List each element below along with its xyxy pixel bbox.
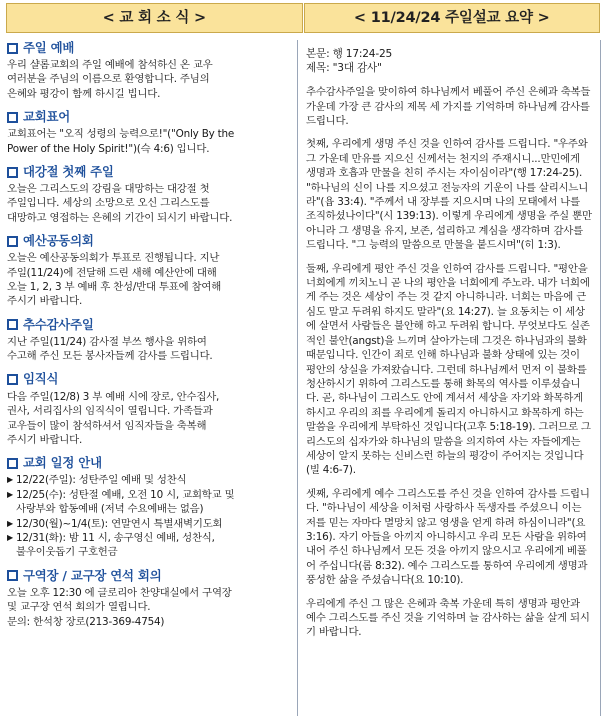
- news-section-budget: [7, 233, 292, 309]
- triangle-bullet-icon: ▶: [7, 489, 13, 499]
- bulletin-header: [6, 3, 600, 33]
- sermon-paragraph: 첫째, 우리에게 생명 주신 것을 인하여 감사를 드립니다. "우주와 그 가운데 만유를 지으신 신께서는 천지의 주재시니...만민에게 생명과 호흡과 만물을 친히 주시는 자이심이라"(행 17:24-25). "하나님의 신이 나를 지으셨고 전능자의 기운이 나를 살리시느니라"(욥 33:4). "주께서 내 장부를 지으시며 나의 모태에서 나를 조직하셨나이다"(시 139:13). 이렇게 우리에게 생명을 주실 뿐만 아니라 그 생명을 유지, 보존, 섭리하고 계심을 생각하며 감사를 드립니다. "그 능력의 말씀으로 만물을 붙드시며"(히 1:3).: [306, 138, 592, 252]
- section-title: 예산공동의회: [7, 233, 292, 249]
- square-bullet-icon: [7, 167, 18, 178]
- section-title: 교회 일정 안내: [7, 455, 292, 471]
- section-title: 임직식: [7, 372, 292, 388]
- sermon-paragraph: 추수감사주일을 맞이하여 하나님께서 베풀어 주신 은혜과 축복들 가운데 가장 큰 감사의 제목 세 가지를 기억하며 하나님께 감사를 드립니다.: [306, 86, 591, 127]
- section-body: 오늘 오후 12:30 에 글로리아 찬양대실에서 구역장 및 교구장 연석 회의가 열립니다. 문의: 한석창 장로(213-369-4754): [7, 586, 232, 628]
- section-body: 지난 주일(11/24) 감사절 부쓰 행사을 위하여 수고해 주신 모든 봉사자들께 감사를 드립니다.: [7, 335, 213, 363]
- sermon-scripture: 본문: 행 17:24-25: [306, 48, 393, 60]
- section-title: 주일 예배: [7, 40, 292, 56]
- section-title: 구역장 / 교구장 연석 회의: [7, 568, 292, 584]
- section-body: 우리 샬롬교회의 주일 예배에 참석하신 온 교우 여러분을 주님의 이름으로 환영합니다. 주님의 은혜와 평강이 함께 하시길 빕니다.: [7, 59, 213, 100]
- square-bullet-icon: [7, 570, 18, 581]
- square-bullet-icon: [7, 374, 18, 385]
- schedule-item: ▶ 12/25(수): 성탄절 예배, 오전 10 시, 교회학교 및 사랑부와 합동예배 (저녁 수요예배는 없음): [7, 488, 235, 516]
- schedule-item: ▶ 12/31(화): 밤 11 시, 송구영신 예배, 성찬식, 불우이웃돕기 구호헌금: [7, 531, 215, 559]
- square-bullet-icon: [7, 236, 18, 247]
- section-title: 추수감사주일: [7, 317, 292, 333]
- triangle-bullet-icon: ▶: [7, 518, 13, 528]
- sermon-title: 제목: "3대 감사": [306, 61, 382, 74]
- news-section-thanksgiving: [7, 317, 292, 364]
- section-title: 대강절 첫째 주일: [7, 164, 292, 180]
- sermon-summary-header: < 11/24/24 주일설교 요약 >: [304, 3, 601, 33]
- triangle-bullet-icon: ▶: [7, 475, 13, 485]
- sermon-paragraph: 셋째, 우리에게 예수 그리스도를 주신 것을 인하여 감사를 드립니다. "하나님이 세상을 이처럼 사랑하사 독생자를 주셨으니 이는 저를 믿는 자마다 멸망치 않고 영생을 얻게 하려 하심이니라"(요 3:16). 자기 아들을 아끼지 아니하시고 우리 모든 사람을 위하여 내어 주신 하나님께서 모든 것을 아끼지 않으시고 우리에게 베풀어 주십니다(롬 8:32). 예수 그리스도를 통하여 우리에게 생명과 풍성한 삶을 주셨습니다(요 10:10).: [306, 487, 590, 587]
- news-section-worship: [7, 40, 292, 101]
- schedule-item: ▶ 12/22(주일): 성탄주일 예배 및 성찬식: [7, 474, 187, 487]
- sermon-paragraph: 우리에게 주신 그 많은 은혜과 축복 가운데 특히 생명과 평안과 예수 그리스도를 주신 것을 기억하며 늘 감사하는 삶을 살게 되시기 바랍니다.: [306, 597, 590, 639]
- section-body: 다음 주일(12/8) 3 부 예배 시에 장로, 안수집사, 권사, 서리집사의 임직식이 열립니다. 가족들과 교우들이 많이 참석하셔서 임직자들을 축복해 주시기 바랍니다.: [7, 390, 220, 446]
- news-section-ordination: [7, 372, 292, 448]
- news-section-meeting: [7, 568, 292, 629]
- square-bullet-icon: [7, 43, 18, 54]
- section-body: 교회표어는 "오직 성령의 능력으로!"("Only By the Power of the Holy Spirit!")(슥 4:6) 입니다.: [7, 128, 235, 155]
- section-body: 오늘은 그리스도의 강림을 대망하는 대강절 첫 주일입니다. 세상의 소망으로 오신 그리스도를 대망하고 영접하는 은혜의 기간이 되시기 바랍니다.: [7, 183, 233, 224]
- sermon-paragraph: 둘째, 우리에게 평안 주신 것을 인하여 감사를 드립니다. "평안을 너희에게 끼치노니 곧 나의 평안을 너희에게 주노라. 내가 너희에게 주는 것은 세상이 주는 것 같지 아니하니라. 너희는 마음에 근심도 말고 두려워 하지도 말라"(요 14:27). 늘 요동치는 이 세상에 살면서 사람들은 불안해 하고 두려워 합니다. 무엇보다도 실존적인 불안(angst)을 느끼며 살아가는데 그것은 하나님과의 불화 때문입니다. 인간이 죄로 인해 하나님과 불화 상태에 있는 것이 평안의 상실을 가져왔습니다. 그런데 하나님께서 먼저 이 불화를 청산하시기 위하여 그리스도를 통해 화목의 역사를 이루셨습니다. 곧, 하나님이 그리스도 안에 계셔서 세상을 자기와 화목하게 하시고 우리의 죄를 우리에게 돌리지 아니하시고 화목하게 하는 말씀을 우리에게 부탁하신 것입니다(고후 5:18-19). 그러므로 그리스도의 십자가와 하나님의 말씀을 의지하여 사는 자들에게는 세상이 알지 못하는 신비스런 하늘의 평강이 주어지는 것입니다(빌 4:6-7).: [306, 262, 591, 477]
- square-bullet-icon: [7, 112, 18, 123]
- section-body: 오늘은 예산공동의회가 투표로 진행됩니다. 지난 주일(11/24)에 전달해 드린 새해 예산안에 대해 오늘 1, 2, 3 부 예배 후 찬성/반대 투표에 참여해 주시기 바랍니다.: [7, 252, 222, 308]
- triangle-bullet-icon: ▶: [7, 532, 13, 542]
- sermon-summary-column: [297, 40, 601, 716]
- sermon-heading: [306, 48, 592, 75]
- news-section-schedule: [7, 455, 292, 559]
- schedule-item: ▶ 12/30(월)~1/4(토): 연말연시 특별새벽기도회: [7, 517, 223, 530]
- church-news-column: [7, 40, 292, 716]
- news-section-advent: [7, 164, 292, 225]
- section-title: 교회표어: [7, 109, 292, 125]
- news-section-motto: [7, 109, 292, 156]
- church-news-header: < 교 회 소 식 >: [6, 3, 303, 33]
- square-bullet-icon: [7, 458, 18, 469]
- square-bullet-icon: [7, 319, 18, 330]
